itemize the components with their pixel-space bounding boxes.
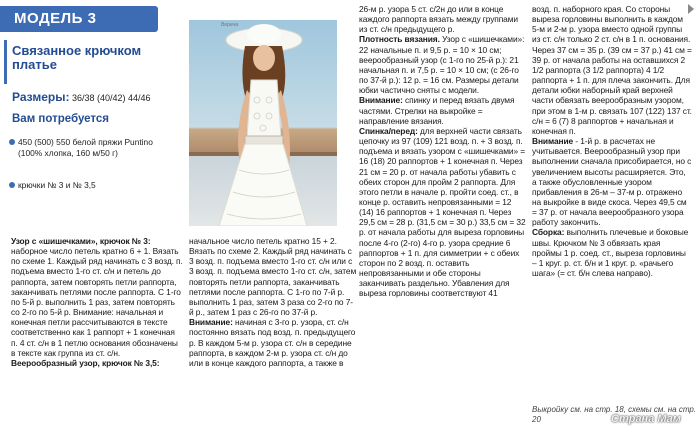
paragraph-text: возд. п. наборного края. Со стороны выреза горловины выполнить в каждом 5-м и 2-м р. узора вместо одной группы из ст. с/н только 2 ст. с/н в 1 п. основания. Через 37 см = 35 р. (39 см = 37 р.) 41 см = 39 р. от начала работы на оставшихся 2 1/2 раппорта (3 1/2 раппорта) 4 1/2 раппорта + 1 п. для плеча закончить. Для детали юбки наборный край верхней части обвязать веерообразным узором, при этом в 1-м р. связать 107 (122) 137 ст. с/н = 6 (7) 8 раппортов + начальная и конечная п. xyxy=(532,4,692,136)
materials-item-hooks: крючки № 3 и № 3,5 xyxy=(18,180,168,191)
paragraph-text: начальное число петель кратно 15 + 2. Вязать по схеме 2. Каждый ряд начинать с 3 возд. п. подъема вместо 1-го ст. с/н или с 3 возд. п. подъема вместо 1-го ст. с/н, затем повторять петли раппорта, заканчивать петлями после раппорта. С 1-го по 7-й р. выполнить 1 раз, затем 3 раза со 2-го по 7-й р., затем 1 раз с 26-го по 37-й р. xyxy=(189,236,357,318)
paragraph xyxy=(359,95,527,125)
bullet-icon xyxy=(9,139,15,145)
paragraph xyxy=(359,4,527,34)
paragraph-text: выполнить плечевые и боковые швы. Крючком № 3 обвязать края проймы 1 р. соед. ст., выреза горловины – 1 круг. р. ст. б/н и 1 круг. р. «рачьего шага» (= ст. б/н слева направо). xyxy=(532,227,689,279)
sizes-line xyxy=(12,90,192,104)
paragraph-heading: Веерообразный узор, крючок № 3,5: xyxy=(11,357,160,368)
paragraph-heading: Внимание xyxy=(532,136,574,147)
sizes-label: Размеры: xyxy=(12,90,70,104)
paragraph xyxy=(11,236,183,358)
model-photo xyxy=(189,20,337,226)
text-column-2 xyxy=(189,236,357,368)
paragraph-heading: Внимание: xyxy=(189,317,233,328)
paragraph xyxy=(189,317,357,368)
paragraph xyxy=(532,136,692,227)
paragraph-text: для верхней части связать цепочку из 97 (109) 121 возд. п. + 3 возд. п. подъема и вязать узором с «шишечками» = 16 (18) 20 раппортов + 1 конечная п. Через 21 см = 20 р. от начала работы убавить с обеих сторон для пройм 2 раппорта. Для этого петли в начале р. пройти соед. ст., в конце р. оставить непровязанными = 12 (14) 16 раппортов + 1 конечная п. Через 29,5 см = 28 р. (31,5 см = 30 р.) 33,5 см = 32 р. от начала работы для выреза горловины после 4-го (2-го) 4-го р. узора средние 6 раппортов + 1 п. для симметрии + с обеих сторон по 2 возд. п. оставить непровязанными и обе стороны заканчивать раздельно. Убавления для выреза горловины соответствуют 41 xyxy=(359,125,526,299)
paragraph xyxy=(359,34,527,95)
photo-credit: Верена xyxy=(221,22,239,28)
paragraph-text: Узор с «шишечками»: 22 начальные п. и 9,5 р. = 10 × 10 см; веерообразный узор (с 1-го по 25-й р.): 21 начальная п. и 7,5 р. = 10 × 10 см; (с 26-го по 37-й р.): 12 р. = 16 см. Размеры детали юбки частично сняты с модели. xyxy=(359,34,525,96)
garment-title: Связанное крючком платье xyxy=(12,43,142,72)
paragraph xyxy=(189,236,357,317)
text-column-4 xyxy=(532,4,692,278)
sizes-value: 36/38 (40/42) 44/46 xyxy=(71,93,151,103)
model-title: МОДЕЛЬ 3 xyxy=(14,10,97,27)
paragraph-text: спинку и перед вязать двумя частями. Стрелки на выкройке = направление вязания. xyxy=(359,95,515,126)
paragraph-heading: Плотность вязания. xyxy=(359,34,440,45)
paragraph-heading: Сборка: xyxy=(532,227,565,238)
paragraph xyxy=(359,126,527,299)
paragraph xyxy=(532,4,692,136)
paragraph-text: - 1-й р. в расчетах не учитывается. Веерообразный узор при выполнении сначала присобирается, но с увеличением высоты расширяется. Это, а также обусловленные узором прибавления в 26-м – 37-м р. отражено на выкройке в виде скоса. Через 49,5 см = 37 р. от начала веерообразного узора работу закончить. xyxy=(532,136,692,228)
model-header-bar xyxy=(0,6,158,32)
materials-item-yarn: 450 (500) 550 белой пряжи Puntino (100% хлопка, 160 м/50 г) xyxy=(18,137,168,158)
text-column-3 xyxy=(359,4,527,299)
bullet-icon xyxy=(9,182,15,188)
paragraph xyxy=(532,227,692,278)
pattern-reference: Выкройку см. на стр. 18, схемы см. на стр. 20 xyxy=(532,405,697,424)
materials-title: Вам потребуется xyxy=(12,113,110,125)
paragraph-heading: Спинка/перед: xyxy=(359,125,418,136)
text-column-1 xyxy=(11,236,183,368)
paragraph-heading: Узор с «шишечками», крючок № 3: xyxy=(11,236,151,246)
paragraph-text: начиная с 3-го р. узора, ст. с/н постоянно вязать под возд. п. предыдущего р. В каждом 5-м р. узора ст. с/н в середине раппорта, в каждом 2-м р. узора ст. с/н до или в конце каждого раппорта, а также в xyxy=(189,317,356,368)
paragraph-text: 26-м р. узора 5 ст. с/2н до или в конце каждого раппорта вязать между группами из ст. с/н предыдущего р. xyxy=(359,4,518,35)
watermark: Страна Мам xyxy=(611,413,681,425)
paragraph-text: наборное число петель кратно 6 + 1. Вязать по схеме 1. Каждый ряд начинать с 3 возд. п. подъема вместо 1-го ст. с/н и петель до раппорта, затем повторять петли раппорта, заканчивать петлями после раппорта. С 1-го по 5-й р. выполнить 1 раз, затем повторять со 2-го по 5-й р. Внимание: начальная и конечная петли рассчитываются в тексте соответственно как 1 раппорт + 1 конечная п. 4 ст. с/н в 1 петлю основания обозначены в тексте как группа из ст. с/н. xyxy=(11,246,183,358)
paragraph xyxy=(11,358,183,368)
paragraph-heading: Внимание: xyxy=(359,95,403,106)
